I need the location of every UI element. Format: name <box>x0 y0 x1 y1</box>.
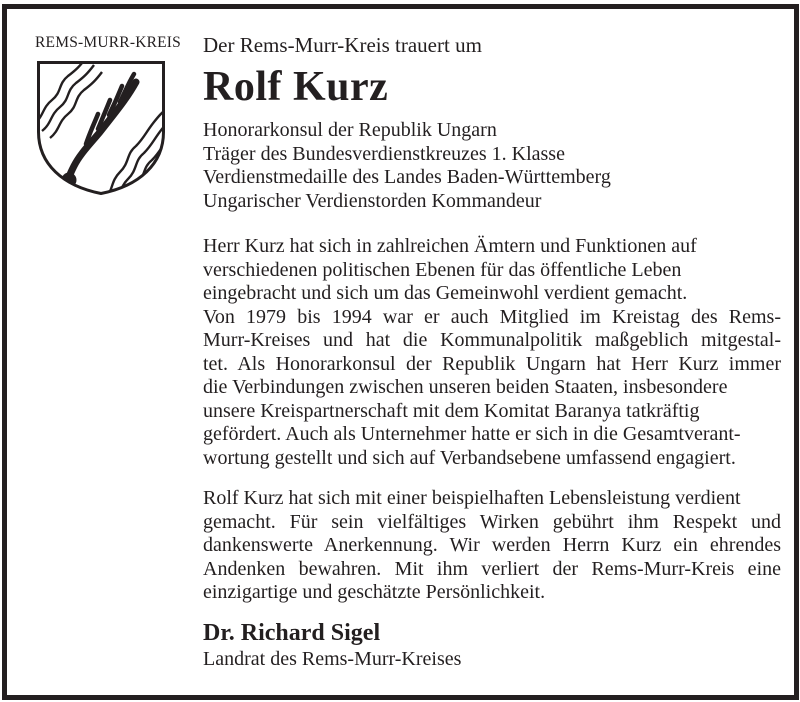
notice-border-frame <box>2 4 799 700</box>
org-label: REMS-MURR-KREIS <box>35 34 181 51</box>
titles-block <box>203 119 781 213</box>
body-line: dankenswerte Anerkennung. Wir werden Herrn Kurz ein ehrendes <box>203 534 781 556</box>
title-line: Träger des Bundesverdienstkreuzes 1. Klasse <box>203 142 565 165</box>
deceased-name: Rolf Kurz <box>203 64 389 110</box>
body-line: verschiedenen politischen Ebenen für das öffentliche Leben <box>203 258 682 281</box>
body-line: Murr-Kreises und hat die Kommunalpolitik maßgeblich mitgestal- <box>203 329 781 351</box>
body-line: Von 1979 bis 1994 war er auch Mitglied im Kreistag des Rems- <box>203 305 781 328</box>
signature-role: Landrat des Rems-Murr-Kreises <box>203 647 462 670</box>
title-line: Honorarkonsul der Republik Ungarn <box>203 119 497 141</box>
intro-line: Der Rems-Murr-Kreis trauert um <box>203 33 482 57</box>
body-line: Andenken bewahren. Mit ihm verliert der Rems-Murr-Kreis eine <box>203 557 781 580</box>
paragraph-2 <box>203 487 781 605</box>
body-line: einzigartige und geschätzte Persönlichkeit. <box>203 581 546 603</box>
body-line: unsere Kreispartnerschaft mit dem Komitat Baranya tatkräftig <box>203 399 700 422</box>
body-line: Rolf Kurz hat sich mit einer beispielhaften Lebensleistung verdient <box>203 487 741 509</box>
body-line: die Verbindungen zwischen unseren beiden Staaten, insbesondere <box>203 376 728 398</box>
title-line: Verdienstmedaille des Landes Baden-Württemberg <box>203 166 611 188</box>
title-line: Ungarischer Verdienstorden Kommandeur <box>203 189 542 212</box>
body-line: Herr Kurz hat sich in zahlreichen Ämtern und Funktionen auf <box>203 235 697 257</box>
body-line: gefördert. Auch als Unternehmer hatte er sich in die Gesamtverant- <box>203 423 741 445</box>
notice-text-column <box>203 33 781 671</box>
body-line: gemacht. Für sein vielfältiges Wirken gebührt ihm Respekt und <box>203 510 781 533</box>
body-line: eingebracht und sich um das Gemeinwohl verdient gemacht. <box>203 282 688 304</box>
body-line: wortung gestellt und sich auf Verbandsebene umfassend engagiert. <box>203 446 736 469</box>
signature-name: Dr. Richard Sigel <box>203 619 381 646</box>
body-line: tet. Als Honorarkonsul der Republik Ungarn hat Herr Kurz immer <box>203 352 781 375</box>
paragraph-1 <box>203 235 781 470</box>
rems-murr-kreis-coat-of-arms-icon <box>36 60 166 196</box>
notice-content <box>7 9 794 695</box>
